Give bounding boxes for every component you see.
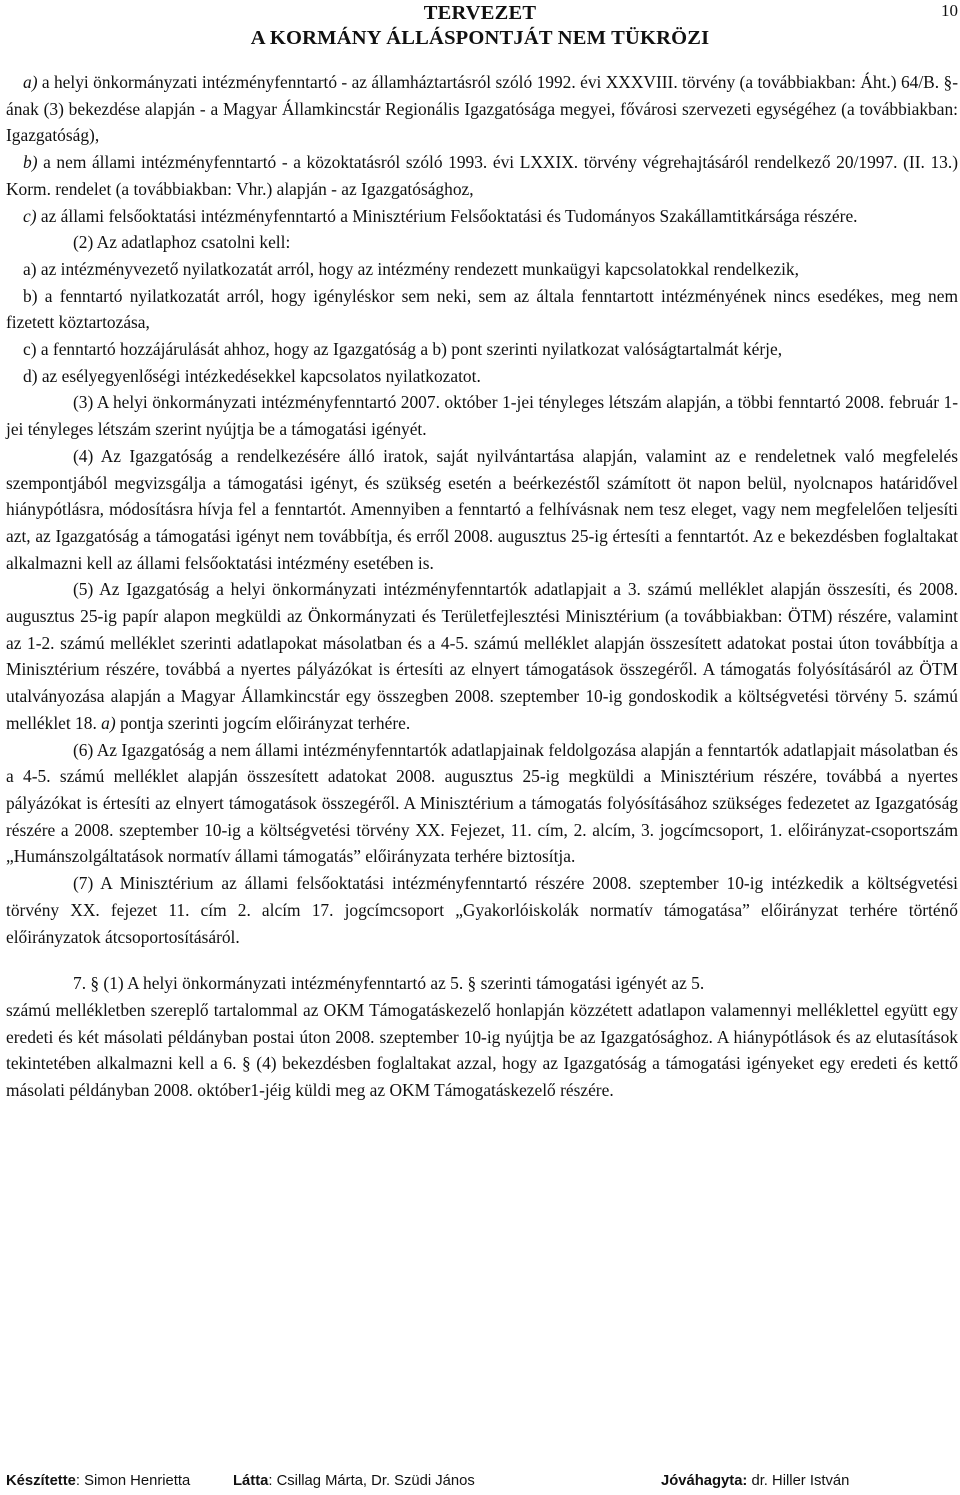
paragraph-4: (4) Az Igazgatóság a rendelkezésére álló iratok, saját nyilvántartása alapján, valamint az e rendeletnek való megfelelés szempontjából megvizsgálja a támogatási igényt, és szükség esetén a beérkezéstől számított öt napon belül, nyolcnapos határidővel hiánypótlásra, módosításra hívja fel a fenntartót. Amennyiben a fenntartó a felhívásnak nem tesz eleget, vagy nem megfelelően teljesíti azt, az Igazgatóság a támogatási igényt nem továbbítja, és erről 2008. augusztus 25-ig értesíti a fenntartót. Az e bekezdésben foglaltakat alkalmazni kell az állami felsőoktatási intézmény esetében is. [6,445,958,573]
paragraph-5 [6,576,958,736]
item-c-label: c) [23,205,37,226]
page-footer [6,1471,958,1491]
item-a-text: a helyi önkormányzati intézményfenntartó - az államháztartásról szóló 1992. évi XXXVIII. törvény (a továbbiakban: Áht.) 64/B. §-ának (3) bekezdése alapján - a Magyar Államkincstár Regionális Igazgatósága megyei, fővárosi szervezeti egységéhez (a továbbiakban: Igazgatóság), [6,72,958,146]
item-b-label: b) [23,152,38,173]
footer-seen-value: : Csillag Márta, Dr. Szüdi János [268,1473,475,1489]
paragraph-5-tail: pontja szerinti jogcím előirányzat terhére. [115,712,411,733]
item-a [6,69,958,149]
document-body [6,69,958,1104]
section-7-body: számú mellékletben szereplő tartalommal az OKM Támogatáskezelő honlapján közzétett adatlapon valamennyi melléklettel együtt egy eredeti és két másolati példányban postai úton 2008. szeptember 10-ig nyújtja be az Igazgatósághoz. A hiánypótlások és az elutasítások tekintetében alkalmazni kell a 6. § (4) bekezdésben foglaltakat azzal, hogy az Igazgatóság a támogatási igényeket egy eredeti és kettő másolati példányban 2008. október1-jéig küldi meg az OKM Támogatáskezelő részére. [6,999,958,1101]
section-7-first-line: 7. § (1) A helyi önkormányzati intézményfenntartó az 5. § szerinti támogatási igényét az 5. [73,973,705,994]
footer-approved-by [661,1471,849,1491]
item-b-text: a nem állami intézményfenntartó - a közoktatásról szóló 1993. évi LXXIX. törvény végrehajtásáról rendelkező 20/1997. (II. 13.) Korm. rendelet (a továbbiakban: Vhr.) alapján - az Igazgatósághoz, [6,152,958,199]
footer-approved-label: Jóváhagyta: [661,1473,748,1489]
footer-seen-by [233,1471,475,1491]
item-b [6,149,958,202]
page-number: 10 [941,1,958,20]
section-spacer [6,950,958,970]
paragraph-2-b: b) a fenntartó nyilatkozatát arról, hogy igényléskor sem neki, sem az általa fenntartott intézményének nincs esedékes, meg nem fizetett köztartozása, [6,285,958,333]
paragraph-2-a: a) az intézményvezető nyilatkozatát arról, hogy az intézmény rendezett munkaügyi kapcsolatokkal rendelkezik, [23,258,799,279]
paragraph-2-c: c) a fenntartó hozzájárulását ahhoz, hogy az Igazgatóság a b) pont szerinti nyilatkozat valóságtartalmát kérje, [23,339,783,360]
item-a-label: a) [23,72,38,92]
footer-seen-label: Látta [233,1473,269,1489]
paragraph-2-d: d) az esélyegyenlőségi intézkedésekkel kapcsolatos nyilatkozatot. [23,365,481,386]
paragraph-5-italic: a) [101,712,116,733]
item-c-text: az állami felsőoktatási intézményfenntartó a Minisztérium Felsőoktatási és Tudományos Szakállamtitkársága részére. [36,205,858,226]
paragraph-5-main: (5) Az Igazgatóság a helyi önkormányzati intézményfenntartók adatlapjait a 3. számú melléklet alapján összesíti, és 2008. augusztus 25-ig papír alapon megküldi az Önkormányzati és Területfejlesztési Minisztérium (a továbbiakban: ÖTM) részére, valamint az 1-2. számú melléklet szerinti adatlapokat másolatban és a 4-5. számú melléklet alapján összesített adatokat postai úton továbbítja a Minisztérium részére, továbbá a nyertes pályázókat is értesíti az elnyert támogatások összegéről. A támogatás folyósításáról az ÖTM utalványozása alapján a Magyar Államkincstár egy összegben 2008. szeptember 10-ig gondoskodik a költségvetési törvény 5. számú melléklet 18. [6,579,958,733]
footer-prepared-label: Készítette [6,1473,76,1489]
paragraph-3: (3) A helyi önkormányzati intézményfenntartó 2007. október 1-jei tényleges létszám alapján, a többi fenntartó 2008. február 1-jei tényleges létszám szerint nyújtja be a támogatási igényét. [6,392,958,440]
draft-title: TERVEZET [423,2,537,24]
item-c [6,203,958,230]
disclaimer-title: A KORMÁNY ÁLLÁSPONTJÁT NEM TÜKRÖZI [250,27,710,49]
page-header [0,0,960,62]
footer-prepared-value: : Simon Henrietta [75,1473,191,1489]
footer-prepared-by [6,1471,190,1491]
footer-approved-value: dr. Hiller István [747,1473,850,1489]
paragraph-2-intro: (2) Az adatlaphoz csatolni kell: [73,232,291,253]
paragraph-6: (6) Az Igazgatóság a nem állami intézményfenntartók adatlapjainak feldolgozása alapján a fenntartók adatlapjait másolatban és a 4-5. számú melléklet alapján összesített adatokat 2008. augusztus 25-ig megküldi a Minisztérium részére, továbbá a nyertes pályázókat is értesíti az elnyert támogatások összegéről. A Minisztérium a támogatás folyósításához szükséges fedezetet az Igazgatóság részére a 2008. szeptember 10-ig a költségvetési törvény XX. Fejezet, 11. cím, 2. alcím, 3. jogcímcsoport, 1. előirányzat-csoportszám „Humánszolgáltatások normatív állami támogatás” előirányzata terhére biztosítja. [6,739,958,867]
paragraph-7: (7) A Minisztérium az állami felsőoktatási intézményfenntartó részére 2008. szeptember 10-ig intézkedik a költségvetési törvény XX. fejezet 11. cím 2. alcím 17. jogcímcsoport „Gyakorlóiskolák normatív támogatása” előirányzat terhére történő előirányzatok átcsoportosításáról. [6,873,958,947]
